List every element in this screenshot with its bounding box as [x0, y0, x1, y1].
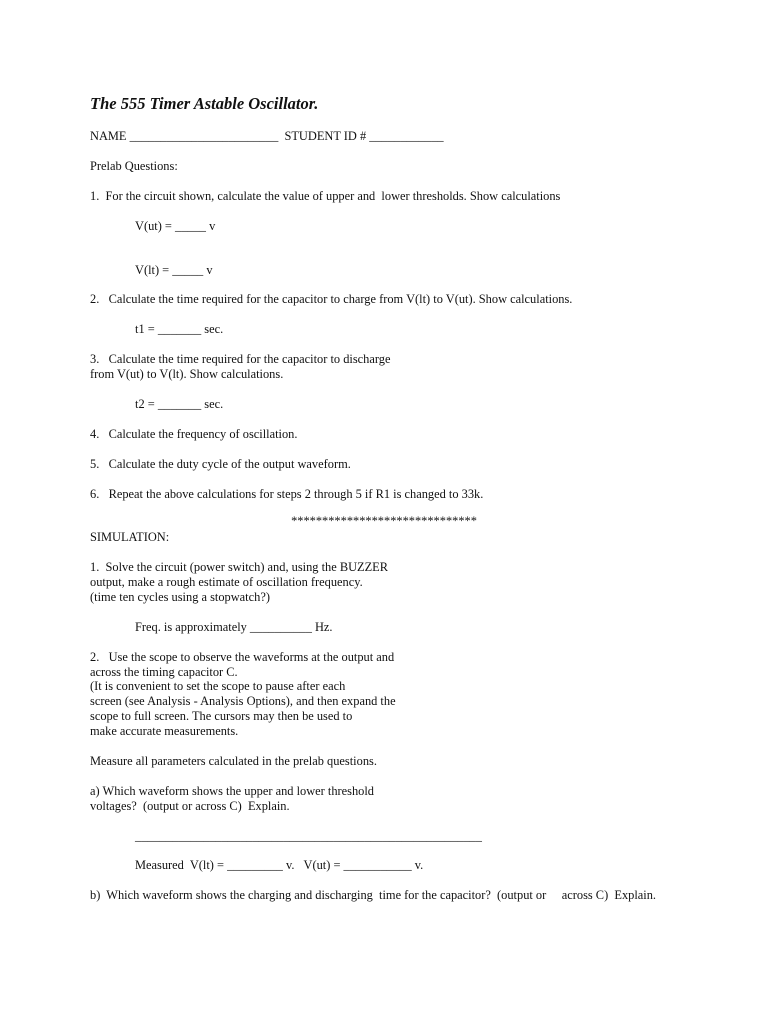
- simulation-step-1-line-2: output, make a rough estimate of oscillation frequency.: [90, 575, 363, 589]
- simulation-step-2-line-3: (It is convenient to set the scope to pause after each: [90, 679, 346, 693]
- frequency-answer-line: Freq. is approximately __________ Hz.: [135, 620, 333, 634]
- question-b-line: b) Which waveform shows the charging and discharging time for the capacitor? (output or across C) Explain.: [90, 888, 657, 902]
- explanation-answer-line: ________________________________________________________: [135, 829, 482, 843]
- prelab-question-3-line-1: 3. Calculate the time required for the capacitor to discharge: [90, 352, 391, 366]
- measured-thresholds-line: Measured V(lt) = _________ v. V(ut) = ___________ v.: [135, 858, 424, 872]
- t1-answer-line: t1 = _______ sec.: [135, 322, 224, 336]
- question-a-line-2: voltages? (output or across C) Explain.: [90, 799, 290, 813]
- t2-answer-line: t2 = _______ sec.: [135, 397, 224, 411]
- simulation-step-2-line-4: screen (see Analysis - Analysis Options), and then expand the: [90, 694, 396, 708]
- prelab-question-2: 2. Calculate the time required for the capacitor to charge from V(lt) to V(ut). Show calculations.: [90, 292, 573, 306]
- prelab-heading: Prelab Questions:: [90, 159, 178, 173]
- vut-answer-line: V(ut) = _____ v: [135, 219, 216, 233]
- prelab-question-1: 1. For the circuit shown, calculate the value of upper and lower thresholds. Show calculations: [90, 189, 561, 203]
- name-student-id-line: NAME ________________________ STUDENT ID # ____________: [90, 129, 444, 143]
- prelab-question-5: 5. Calculate the duty cycle of the output waveform.: [90, 457, 351, 471]
- simulation-step-2-line-5: scope to full screen. The cursors may then be used to: [90, 709, 353, 723]
- simulation-step-1-line-1: 1. Solve the circuit (power switch) and, using the BUZZER: [90, 560, 389, 574]
- simulation-step-1-line-3: (time ten cycles using a stopwatch?): [90, 590, 270, 604]
- measure-all-instruction: Measure all parameters calculated in the prelab questions.: [90, 754, 377, 768]
- prelab-question-3-line-2: from V(ut) to V(lt). Show calculations.: [90, 367, 284, 381]
- asterisk-separator: ******************************: [291, 514, 477, 528]
- vlt-answer-line: V(lt) = _____ v: [135, 263, 213, 277]
- prelab-question-6: 6. Repeat the above calculations for steps 2 through 5 if R1 is changed to 33k.: [90, 487, 484, 501]
- question-a-line-1: a) Which waveform shows the upper and lower threshold: [90, 784, 374, 798]
- simulation-step-2-line-1: 2. Use the scope to observe the waveforms at the output and: [90, 650, 395, 664]
- page-title: The 555 Timer Astable Oscillator.: [90, 94, 319, 113]
- simulation-heading: SIMULATION:: [90, 530, 170, 544]
- prelab-question-4: 4. Calculate the frequency of oscillation.: [90, 427, 298, 441]
- simulation-step-2-line-6: make accurate measurements.: [90, 724, 239, 738]
- simulation-step-2-line-2: across the timing capacitor C.: [90, 665, 238, 679]
